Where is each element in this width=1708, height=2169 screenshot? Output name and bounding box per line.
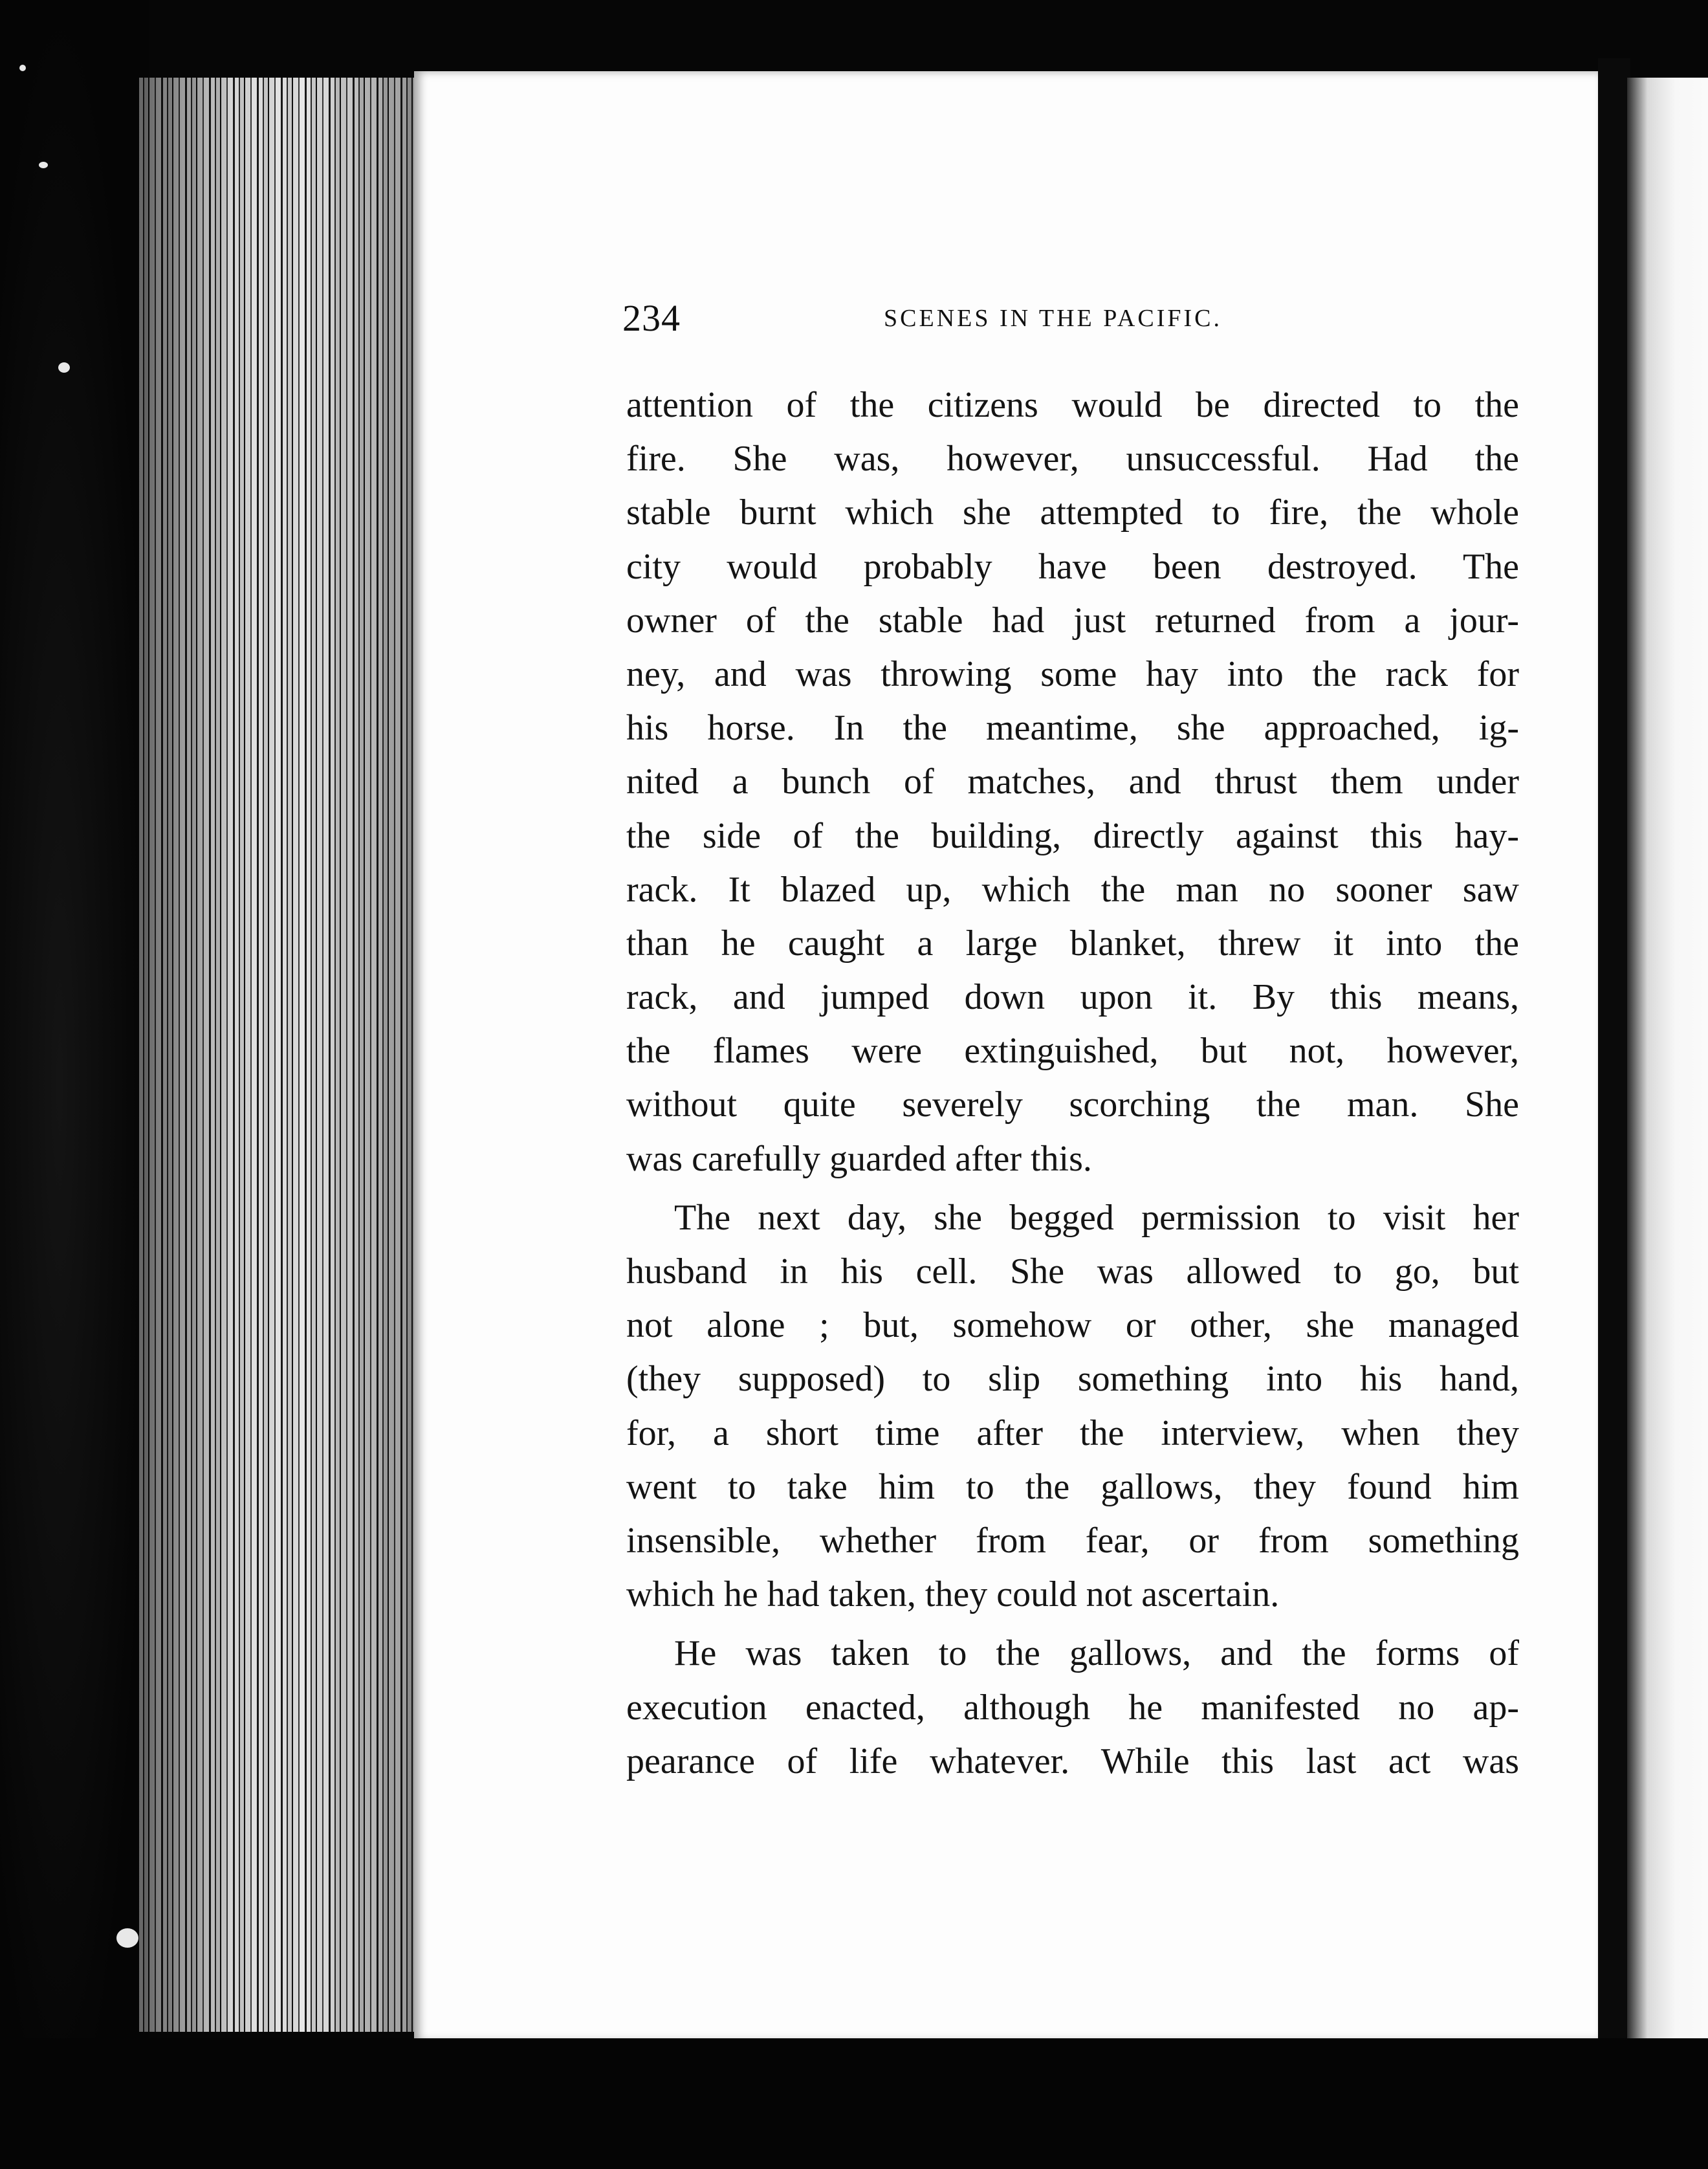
body-text	[626, 379, 1519, 1789]
text-line: stable burnt which she attempted to fire, the whole	[626, 492, 1519, 533]
text-line: the flames were extinguished, but not, however,	[626, 1031, 1519, 1072]
text-line: for, a short time after the interview, when they	[626, 1413, 1519, 1453]
text-line: the side of the building, directly against this hay-	[626, 815, 1519, 856]
paragraph-gap	[626, 1186, 1519, 1191]
text-line: rack. It blazed up, which the man no sooner saw	[626, 869, 1519, 910]
dust-speck	[19, 65, 26, 71]
text-line: husband in his cell. She was allowed to go, but	[626, 1251, 1519, 1292]
dark-background-bottom	[0, 2038, 1708, 2169]
running-title: SCENES IN THE PACIFIC.	[884, 305, 1222, 332]
text-line: which he had taken, they could not ascertain.	[626, 1574, 1280, 1615]
text-line: pearance of life whatever. While this last act was	[626, 1741, 1519, 1781]
text-line: than he caught a large blanket, threw it into the	[626, 923, 1519, 963]
text-line: owner of the stable had just returned from a jour-	[626, 600, 1519, 641]
dust-speck	[116, 1928, 138, 1948]
text-line: fire. She was, however, unsuccessful. Had the	[626, 439, 1519, 479]
text-line: without quite severely scorching the man. She	[626, 1084, 1519, 1125]
text-line: was carefully guarded after this.	[626, 1138, 1092, 1179]
text-line: nited a bunch of matches, and thrust them under	[626, 762, 1519, 802]
dark-background-left	[0, 0, 149, 2169]
page-edges-shadow	[139, 78, 417, 2032]
text-line: rack, and jumped down upon it. By this means,	[626, 977, 1519, 1018]
right-gutter	[1598, 58, 1630, 2077]
text-line: execution enacted, although he manifested no ap-	[626, 1687, 1519, 1728]
text-line: He was taken to the gallows, and the forms of	[674, 1633, 1519, 1674]
text-line: (they supposed) to slip something into his hand,	[626, 1359, 1519, 1400]
text-line: insensible, whether from fear, or from something	[626, 1520, 1519, 1561]
text-line: ney, and was throwing some hay into the rack for	[626, 654, 1519, 694]
text-line: went to take him to the gallows, they found him	[626, 1466, 1519, 1507]
page-number: 234	[622, 297, 681, 339]
dust-speck	[39, 162, 48, 168]
text-line: city would probably have been destroyed. The	[626, 546, 1519, 587]
text-line: not alone ; but, somehow or other, she managed	[626, 1305, 1519, 1346]
text-line: his horse. In the meantime, she approached, ig-	[626, 708, 1519, 749]
text-line: attention of the citizens would be directed to the	[626, 385, 1519, 425]
paragraph-gap	[626, 1622, 1519, 1627]
adjacent-page-edge	[1627, 78, 1708, 2064]
dust-speck	[58, 362, 70, 373]
text-line: The next day, she begged permission to visit her	[674, 1197, 1519, 1238]
